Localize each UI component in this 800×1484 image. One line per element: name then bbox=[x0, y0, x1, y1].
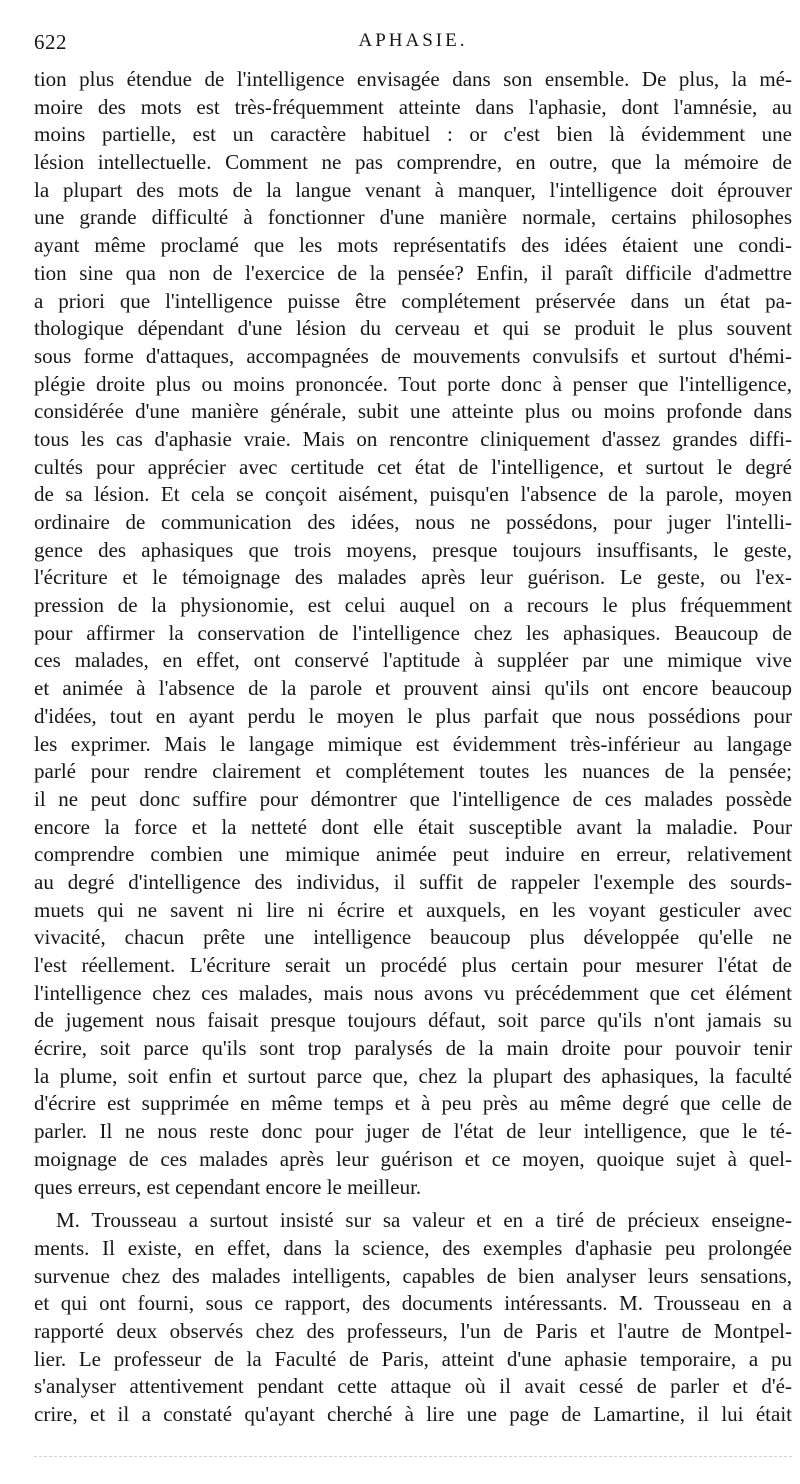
text-line: ayant même proclamé que les mots représentatifs des idées étaient une condi- bbox=[34, 233, 792, 258]
text-line: tion sine qua non de l'exercice de la pensée? Enfin, il paraît difficile d'admettre bbox=[34, 260, 792, 285]
text-line: ordinaire de communication des idées, nous ne possédons, pour juger l'intelli- bbox=[34, 510, 792, 534]
text-line: M. Trousseau a surtout insisté sur sa valeur et en a tiré de précieux enseigne- bbox=[56, 1208, 792, 1233]
running-title: APHASIE. bbox=[358, 30, 468, 51]
text-line: tous les cas d'aphasie vraie. Mais on rencontre cliniquement d'assez grandes diffi- bbox=[34, 426, 792, 451]
text-line: vivacité, chacun prête une intelligence beaucoup plus développée qu'elle ne bbox=[34, 925, 792, 950]
text-line: l'intelligence chez ces malades, mais nous avons vu précédemment que cet élément bbox=[34, 980, 792, 1005]
text-line: cultés pour apprécier avec certitude cet état de l'intelligence, et surtout le degré bbox=[34, 454, 792, 479]
text-line: pour affirmer la conservation de l'intelligence chez les aphasiques. Beaucoup de bbox=[34, 620, 792, 645]
text-line: et animée à l'absence de la parole et prouvent ainsi qu'ils ont encore beaucoup bbox=[34, 676, 792, 701]
text-line: thologique dépendant d'une lésion du cerveau et qui se produit le plus souvent bbox=[34, 316, 792, 341]
text-line: sous forme d'attaques, accompagnées de mouvements convulsifs et surtout d'hémi- bbox=[34, 343, 792, 368]
text-line: s'analyser attentivement pendant cette attaque où il avait cessé de parler et d'é- bbox=[34, 1374, 792, 1399]
text-line: ques erreurs, est cependant encore le meilleur. bbox=[34, 1174, 422, 1199]
text-line: de jugement nous faisait presque toujours défaut, soit parce qu'ils n'ont jamais su bbox=[34, 1008, 792, 1033]
text-line: moins partielle, est un caractère habituel : or c'est bien là évidemment une bbox=[34, 122, 792, 147]
text-line: une grande difficulté à fonctionner d'une manière normale, certains philosophes bbox=[34, 205, 792, 230]
text-line: l'est réellement. L'écriture serait un procédé plus certain pour mesurer l'état de bbox=[34, 953, 792, 977]
text-line: parler. Il ne nous reste donc pour juger de l'état de leur intelligence, que le té- bbox=[34, 1119, 792, 1144]
text-line: d'écrire est supprimée en même temps et à peu près au même degré que celle de bbox=[34, 1091, 792, 1116]
body-text bbox=[34, 66, 792, 1429]
text-line: moignage de ces malades après leur guérison et ce moyen, quoique sujet à quel- bbox=[34, 1146, 792, 1171]
text-line: l'écriture et le témoignage des malades après leur guérison. Le geste, ou l'ex- bbox=[34, 565, 792, 590]
text-line: crire, et il a constaté qu'ayant cherché à lire une page de Lamartine, il lui était bbox=[34, 1402, 792, 1426]
text-line: tion plus étendue de l'intelligence envisagée dans son ensemble. De plus, la mé- bbox=[34, 67, 792, 91]
text-line: lier. Le professeur de la Faculté de Paris, atteint d'une aphasie temporaire, a pu bbox=[34, 1346, 792, 1371]
text-line: les exprimer. Mais le langage mimique est évidemment très-inférieur au langage bbox=[34, 731, 792, 756]
text-line: a priori que l'intelligence puisse être complétement préservée dans un état pa- bbox=[34, 288, 792, 313]
text-line: ments. Il existe, en effet, dans la science, des exemples d'aphasie peu prolongée bbox=[34, 1235, 792, 1260]
text-line: moire des mots est très-fréquemment atteinte dans l'aphasie, dont l'amnésie, au bbox=[34, 94, 792, 119]
text-line: ces malades, en effet, ont conservé l'aptitude à suppléer par une mimique vive bbox=[34, 648, 792, 673]
text-line: d'idées, tout en ayant perdu le moyen le plus parfait que nous possédions pour bbox=[34, 703, 792, 728]
paragraph-2 bbox=[34, 1207, 792, 1429]
page-number: 622 bbox=[34, 30, 67, 54]
text-line: survenue chez des malades intelligents, capables de bien analyser leurs sensations, bbox=[34, 1263, 792, 1288]
page-bottom-edge bbox=[34, 1444, 792, 1457]
text-line: la plume, soit enfin et surtout parce que, chez la plupart des aphasiques, la faculté bbox=[34, 1063, 792, 1088]
text-line: la plupart des mots de la langue venant à manquer, l'intelligence doit éprouver bbox=[34, 177, 792, 202]
running-header bbox=[34, 30, 792, 60]
text-line: rapporté deux observés chez des professeurs, l'un de Paris et l'autre de Montpel- bbox=[34, 1318, 792, 1343]
text-line: de sa lésion. Et cela se conçoit aisément, puisqu'en l'absence de la parole, moyen bbox=[34, 482, 792, 507]
text-line: comprendre combien une mimique animée peut induire en erreur, relativement bbox=[34, 842, 792, 867]
text-line: écrire, soit parce qu'ils sont trop paralysés de la main droite pour pouvoir tenir bbox=[34, 1036, 792, 1061]
text-line: muets qui ne savent ni lire ni écrire et auxquels, en les voyant gesticuler avec bbox=[34, 897, 792, 922]
text-line: parlé pour rendre clairement et complétement toutes les nuances de la pensée; bbox=[34, 759, 792, 784]
text-line: il ne peut donc suffire pour démontrer que l'intelligence de ces malades possède bbox=[34, 786, 792, 811]
text-line: encore la force et la netteté dont elle était susceptible avant la maladie. Pour bbox=[34, 814, 792, 839]
text-line: au degré d'intelligence des individus, il suffit de rappeler l'exemple des sourds- bbox=[34, 869, 792, 894]
text-line: lésion intellectuelle. Comment ne pas comprendre, en outre, que la mémoire de bbox=[34, 150, 792, 175]
text-line: pression de la physionomie, est celui auquel on a recours le plus fréquemment bbox=[34, 593, 792, 618]
paragraph-1 bbox=[34, 66, 792, 1201]
text-line: plégie droite plus ou moins prononcée. Tout porte donc à penser que l'intelligence, bbox=[34, 371, 792, 396]
text-line: et qui ont fourni, sous ce rapport, des documents intéressants. M. Trousseau en a bbox=[34, 1291, 792, 1316]
text-line: considérée d'une manière générale, subit une atteinte plus ou moins profonde dans bbox=[34, 399, 792, 424]
text-line: gence des aphasiques que trois moyens, presque toujours insuffisants, le geste, bbox=[34, 537, 792, 562]
